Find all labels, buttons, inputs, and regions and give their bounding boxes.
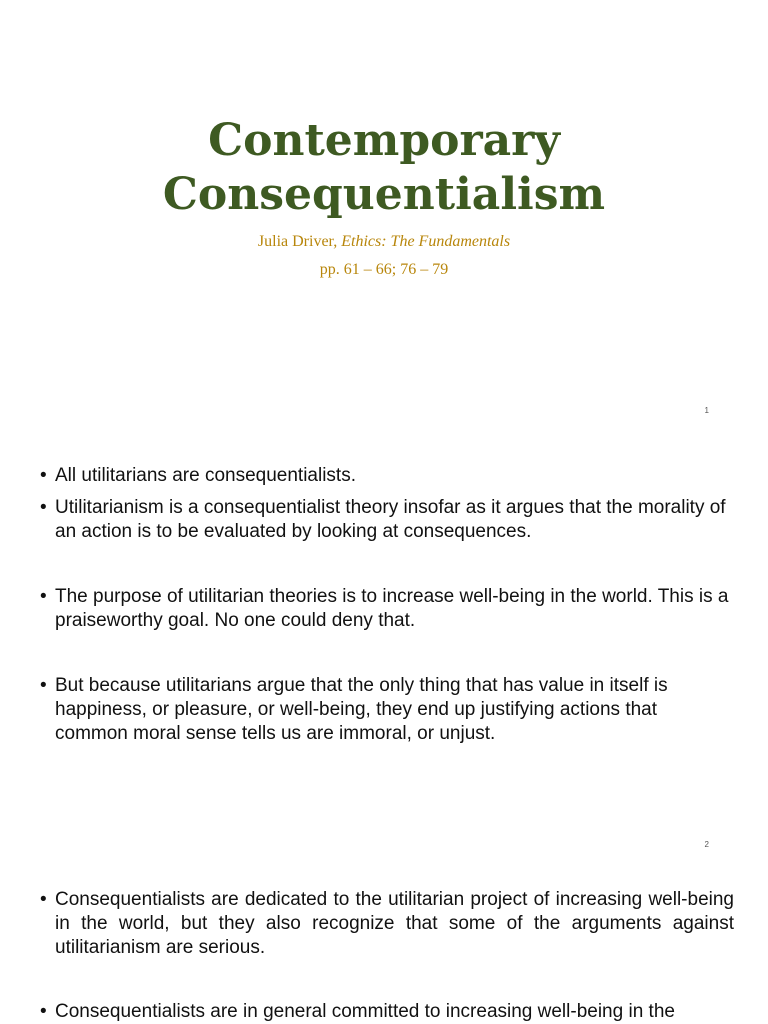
author-name: Julia Driver, (257, 233, 338, 250)
page-number: 2 (704, 840, 709, 849)
slide-title (0, 114, 768, 222)
bullet-item (40, 496, 734, 544)
page-number: 1 (704, 406, 709, 415)
bullet-item (40, 585, 734, 633)
bullet-dot: • (40, 1001, 47, 1022)
bullet-text: Consequentialists are dedicated to the utilitarian project of increasing well-being in the world, but they also recognize that some of the arguments against utilitarianism are serious. (55, 889, 734, 958)
bullet-item (40, 464, 734, 488)
subtitle-pages: pp. 61 – 66; 76 – 79 (319, 261, 449, 278)
bullet-text: All utilitarians are consequentialists. (55, 465, 356, 486)
bullet-item (40, 1000, 734, 1024)
bullet-text: Utilitarianism is a consequentialist theory insofar as it argues that the morality of an action is to be evaluated by looking at consequences. (55, 497, 726, 542)
bullet-dot: • (40, 465, 47, 486)
title-line-2: Consequentialism (162, 169, 606, 220)
bullet-text: But because utilitarians argue that the only thing that has value in itself is happiness, or pleasure, or well-being, they end up justifying actions that common moral sense tells us are immoral, or unjust. (55, 675, 668, 744)
book-title: Ethics: The Fundamentals (341, 233, 511, 250)
slide-1 (0, 0, 768, 430)
bullet-text: Consequentialists are in general committed to increasing well-being in the (55, 1001, 675, 1022)
bullet-dot: • (40, 675, 47, 696)
slide-3 (0, 870, 768, 1024)
subtitle-author (0, 228, 768, 256)
bullet-dot: • (40, 889, 47, 910)
bullet-dot: • (40, 586, 47, 607)
bullet-text: The purpose of utilitarian theories is to increase well-being in the world. This is a praiseworthy goal. No one could deny that. (55, 586, 729, 631)
bullet-item (40, 888, 734, 960)
title-line-1: Contemporary (208, 115, 560, 166)
bullet-item (40, 674, 734, 746)
slide-2 (0, 440, 768, 860)
bullet-dot: • (40, 497, 47, 518)
